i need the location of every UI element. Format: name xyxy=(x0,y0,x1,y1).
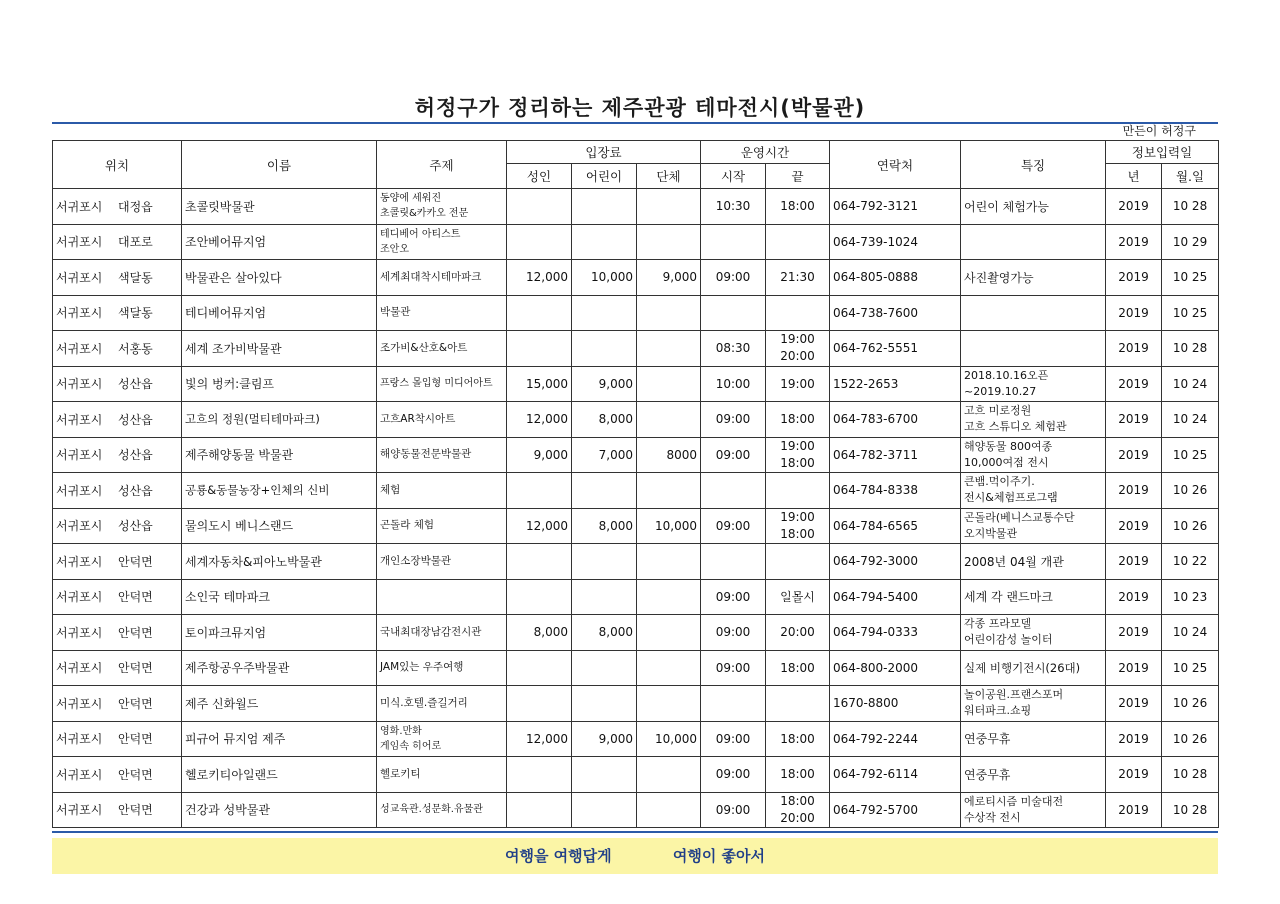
cell-group xyxy=(637,686,701,722)
cell-group xyxy=(637,792,701,828)
header-contact: 연락처 xyxy=(830,141,961,189)
cell-start: 08:30 xyxy=(701,331,766,367)
cell-name: 테디베어뮤지엄 xyxy=(182,295,377,331)
cell-end: 18:00 xyxy=(766,402,830,438)
cell-theme: 미식.호텔.즐길거리 xyxy=(377,686,507,722)
cell-theme xyxy=(377,579,507,615)
cell-theme: 체험 xyxy=(377,473,507,509)
cell-theme: JAM있는 우주여행 xyxy=(377,650,507,686)
cell-md: 10 24 xyxy=(1162,615,1219,651)
table-row xyxy=(53,544,1219,580)
cell-end: 19:00 xyxy=(766,366,830,402)
cell-feature: 세계 각 랜드마크 xyxy=(961,579,1106,615)
table-row xyxy=(53,224,1219,260)
header-year: 년 xyxy=(1106,164,1162,189)
location-city: 서귀포시 xyxy=(56,448,103,463)
cell-contact: 064-794-5400 xyxy=(830,579,961,615)
cell-location xyxy=(53,473,182,509)
cell-adult xyxy=(507,686,572,722)
cell-adult: 8,000 xyxy=(507,615,572,651)
table-row xyxy=(53,792,1219,828)
cell-theme: 박물관 xyxy=(377,295,507,331)
table-row xyxy=(53,366,1219,402)
cell-child xyxy=(572,189,637,225)
cell-feature: 곤돌라(베니스교통수단 오지박물관 xyxy=(961,508,1106,544)
header-name: 이름 xyxy=(182,141,377,189)
cell-end: 18:00 xyxy=(766,189,830,225)
cell-start: 09:00 xyxy=(701,402,766,438)
table-row xyxy=(53,579,1219,615)
cell-md: 10 22 xyxy=(1162,544,1219,580)
cell-start: 09:00 xyxy=(701,579,766,615)
cell-name: 제주해양동물 박물관 xyxy=(182,437,377,473)
cell-theme: 헬로키티 xyxy=(377,757,507,793)
cell-year: 2019 xyxy=(1106,650,1162,686)
cell-name: 박물관은 살아있다 xyxy=(182,260,377,296)
cell-child: 8,000 xyxy=(572,615,637,651)
table-row xyxy=(53,473,1219,509)
cell-feature: 고흐 미로정원 고흐 스튜디오 체험관 xyxy=(961,402,1106,438)
cell-group xyxy=(637,615,701,651)
cell-start: 09:00 xyxy=(701,721,766,757)
cell-feature: 해양동물 800여종 10,000여점 전시 xyxy=(961,437,1106,473)
cell-start: 09:00 xyxy=(701,757,766,793)
cell-end: 19:00 20:00 xyxy=(766,331,830,367)
location-town: 안덕면 xyxy=(118,661,153,676)
cell-year: 2019 xyxy=(1106,189,1162,225)
cell-contact: 064-794-0333 xyxy=(830,615,961,651)
cell-end xyxy=(766,686,830,722)
cell-contact: 064-792-3000 xyxy=(830,544,961,580)
cell-contact: 064-782-3711 xyxy=(830,437,961,473)
cell-end xyxy=(766,544,830,580)
cell-end: 21:30 xyxy=(766,260,830,296)
cell-child: 9,000 xyxy=(572,366,637,402)
cell-theme: 동양에 세워진 초콜릿&카카오 전문 xyxy=(377,189,507,225)
cell-child xyxy=(572,792,637,828)
cell-year: 2019 xyxy=(1106,295,1162,331)
cell-name: 공룡&동물농장+인체의 신비 xyxy=(182,473,377,509)
location-city: 서귀포시 xyxy=(56,767,103,782)
cell-location xyxy=(53,189,182,225)
cell-year: 2019 xyxy=(1106,792,1162,828)
cell-year: 2019 xyxy=(1106,544,1162,580)
header-fee: 입장료 xyxy=(507,141,701,164)
cell-adult: 15,000 xyxy=(507,366,572,402)
cell-adult xyxy=(507,473,572,509)
cell-end: 19:00 18:00 xyxy=(766,437,830,473)
location-city: 서귀포시 xyxy=(56,199,103,214)
cell-theme: 해양동물전문박물관 xyxy=(377,437,507,473)
cell-child xyxy=(572,473,637,509)
cell-md: 10 23 xyxy=(1162,579,1219,615)
header-location: 위치 xyxy=(53,141,182,189)
cell-location xyxy=(53,757,182,793)
page-title: 허정구가 정리하는 제주관광 테마전시(박물관) xyxy=(414,96,866,120)
table-row xyxy=(53,757,1219,793)
location-city: 서귀포시 xyxy=(56,483,103,498)
table-row xyxy=(53,437,1219,473)
cell-theme: 세계최대착시테마파크 xyxy=(377,260,507,296)
cell-year: 2019 xyxy=(1106,721,1162,757)
table-row xyxy=(53,650,1219,686)
header-month-day: 월.일 xyxy=(1162,164,1219,189)
cell-location xyxy=(53,544,182,580)
cell-name: 소인국 테마파크 xyxy=(182,579,377,615)
cell-name: 세계자동차&피아노박물관 xyxy=(182,544,377,580)
cell-year: 2019 xyxy=(1106,757,1162,793)
footer-banner xyxy=(52,838,1218,874)
header-hours-start: 시작 xyxy=(701,164,766,189)
cell-year: 2019 xyxy=(1106,473,1162,509)
cell-name: 물의도시 베니스랜드 xyxy=(182,508,377,544)
cell-child xyxy=(572,579,637,615)
header-fee-adult: 성인 xyxy=(507,164,572,189)
table-row xyxy=(53,721,1219,757)
cell-theme: 국내최대장남감전시관 xyxy=(377,615,507,651)
table-row xyxy=(53,402,1219,438)
cell-contact: 064-792-2244 xyxy=(830,721,961,757)
cell-location xyxy=(53,650,182,686)
location-town: 안덕면 xyxy=(118,696,153,711)
cell-theme: 조가비&산호&아트 xyxy=(377,331,507,367)
cell-start xyxy=(701,473,766,509)
cell-group: 9,000 xyxy=(637,260,701,296)
cell-group xyxy=(637,366,701,402)
cell-child xyxy=(572,224,637,260)
table-row xyxy=(53,615,1219,651)
cell-adult xyxy=(507,331,572,367)
cell-contact: 064-800-2000 xyxy=(830,650,961,686)
cell-theme: 영화.만화 게임속 히어로 xyxy=(377,721,507,757)
cell-location xyxy=(53,224,182,260)
cell-start: 09:00 xyxy=(701,437,766,473)
cell-adult xyxy=(507,792,572,828)
cell-adult xyxy=(507,295,572,331)
location-town: 성산읍 xyxy=(118,448,153,463)
cell-location xyxy=(53,331,182,367)
cell-start xyxy=(701,544,766,580)
cell-location xyxy=(53,295,182,331)
cell-contact: 064-792-3121 xyxy=(830,189,961,225)
cell-location xyxy=(53,686,182,722)
location-city: 서귀포시 xyxy=(56,519,103,534)
cell-group: 8000 xyxy=(637,437,701,473)
location-town: 안덕면 xyxy=(118,554,153,569)
cell-contact: 064-805-0888 xyxy=(830,260,961,296)
header-feature: 특징 xyxy=(961,141,1106,189)
cell-feature: 연중무휴 xyxy=(961,757,1106,793)
cell-theme: 프랑스 몰입형 미디어아트 xyxy=(377,366,507,402)
cell-name: 고흐의 정원(멀티테마파크) xyxy=(182,402,377,438)
cell-group xyxy=(637,295,701,331)
cell-end: 19:00 18:00 xyxy=(766,508,830,544)
cell-md: 10 24 xyxy=(1162,366,1219,402)
cell-md: 10 28 xyxy=(1162,757,1219,793)
location-town: 안덕면 xyxy=(118,803,153,818)
cell-group xyxy=(637,331,701,367)
cell-theme: 테디베어 아티스트 조안오 xyxy=(377,224,507,260)
location-town: 색달동 xyxy=(118,270,153,285)
header-theme: 주제 xyxy=(377,141,507,189)
cell-end xyxy=(766,295,830,331)
cell-adult: 12,000 xyxy=(507,508,572,544)
cell-md: 10 25 xyxy=(1162,295,1219,331)
cell-location xyxy=(53,721,182,757)
location-town: 서홍동 xyxy=(118,341,153,356)
cell-feature xyxy=(961,295,1106,331)
footer-divider xyxy=(52,831,1218,833)
table-row xyxy=(53,686,1219,722)
cell-start: 09:00 xyxy=(701,508,766,544)
cell-md: 10 25 xyxy=(1162,260,1219,296)
cell-end: 일몰시 xyxy=(766,579,830,615)
location-city: 서귀포시 xyxy=(56,803,103,818)
cell-end: 18:00 xyxy=(766,757,830,793)
cell-adult xyxy=(507,544,572,580)
cell-location xyxy=(53,615,182,651)
cell-end: 20:00 xyxy=(766,615,830,651)
cell-location xyxy=(53,792,182,828)
cell-child: 9,000 xyxy=(572,721,637,757)
location-town: 성산읍 xyxy=(118,519,153,534)
cell-child xyxy=(572,650,637,686)
cell-adult xyxy=(507,650,572,686)
cell-child: 8,000 xyxy=(572,402,637,438)
cell-md: 10 28 xyxy=(1162,189,1219,225)
location-town: 안덕면 xyxy=(118,625,153,640)
cell-group xyxy=(637,224,701,260)
cell-theme: 곤돌라 체험 xyxy=(377,508,507,544)
cell-location xyxy=(53,402,182,438)
location-city: 서귀포시 xyxy=(56,341,103,356)
header-hours-end: 끝 xyxy=(766,164,830,189)
cell-child: 7,000 xyxy=(572,437,637,473)
cell-group xyxy=(637,650,701,686)
cell-feature xyxy=(961,224,1106,260)
cell-adult xyxy=(507,189,572,225)
cell-group xyxy=(637,402,701,438)
table-row xyxy=(53,189,1219,225)
cell-contact: 064-762-5551 xyxy=(830,331,961,367)
cell-child xyxy=(572,757,637,793)
cell-adult xyxy=(507,757,572,793)
cell-end: 18:00 xyxy=(766,650,830,686)
location-city: 서귀포시 xyxy=(56,696,103,711)
table-row xyxy=(53,331,1219,367)
table-row xyxy=(53,260,1219,296)
table-row xyxy=(53,508,1219,544)
cell-start: 09:00 xyxy=(701,792,766,828)
title-divider xyxy=(52,122,1218,124)
cell-feature: 사진촬영가능 xyxy=(961,260,1106,296)
location-town: 대정읍 xyxy=(118,199,153,214)
cell-contact: 1670-8800 xyxy=(830,686,961,722)
cell-year: 2019 xyxy=(1106,615,1162,651)
cell-child xyxy=(572,544,637,580)
cell-name: 피규어 뮤지엄 제주 xyxy=(182,721,377,757)
cell-group xyxy=(637,473,701,509)
location-city: 서귀포시 xyxy=(56,554,103,569)
cell-start xyxy=(701,295,766,331)
cell-location xyxy=(53,437,182,473)
cell-end: 18:00 20:00 xyxy=(766,792,830,828)
cell-child xyxy=(572,331,637,367)
cell-feature: 2008년 04월 개관 xyxy=(961,544,1106,580)
location-town: 안덕면 xyxy=(118,767,153,782)
cell-feature: 에로티시즘 미술대전 수상작 전시 xyxy=(961,792,1106,828)
cell-md: 10 26 xyxy=(1162,508,1219,544)
cell-contact: 064-738-7600 xyxy=(830,295,961,331)
cell-md: 10 28 xyxy=(1162,331,1219,367)
cell-name: 초콜릿박물관 xyxy=(182,189,377,225)
cell-feature xyxy=(961,331,1106,367)
author-label: 만든이 허정구 xyxy=(1122,124,1196,138)
cell-name: 건강과 성박물관 xyxy=(182,792,377,828)
location-town: 안덕면 xyxy=(118,590,153,605)
cell-contact: 064-784-6565 xyxy=(830,508,961,544)
location-town: 성산읍 xyxy=(118,483,153,498)
cell-start: 09:00 xyxy=(701,650,766,686)
cell-year: 2019 xyxy=(1106,402,1162,438)
cell-md: 10 26 xyxy=(1162,721,1219,757)
cell-md: 10 29 xyxy=(1162,224,1219,260)
cell-md: 10 26 xyxy=(1162,686,1219,722)
cell-contact: 064-792-6114 xyxy=(830,757,961,793)
table-row xyxy=(53,295,1219,331)
location-town: 안덕면 xyxy=(118,732,153,747)
location-city: 서귀포시 xyxy=(56,732,103,747)
footer-slogan-left: 여행을 여행답게 xyxy=(504,847,612,865)
cell-md: 10 24 xyxy=(1162,402,1219,438)
cell-name: 빛의 벙커:클림프 xyxy=(182,366,377,402)
header-fee-group: 단체 xyxy=(637,164,701,189)
location-city: 서귀포시 xyxy=(56,306,103,321)
cell-adult xyxy=(507,224,572,260)
cell-start: 10:00 xyxy=(701,366,766,402)
location-city: 서귀포시 xyxy=(56,377,103,392)
cell-adult: 12,000 xyxy=(507,402,572,438)
museum-table xyxy=(52,140,1219,828)
cell-name: 헬로키티아일랜드 xyxy=(182,757,377,793)
cell-md: 10 25 xyxy=(1162,437,1219,473)
cell-md: 10 25 xyxy=(1162,650,1219,686)
cell-theme: 개인소장박물관 xyxy=(377,544,507,580)
cell-group xyxy=(637,757,701,793)
cell-group xyxy=(637,544,701,580)
cell-contact: 064-784-8338 xyxy=(830,473,961,509)
cell-contact: 064-783-6700 xyxy=(830,402,961,438)
cell-group: 10,000 xyxy=(637,721,701,757)
location-town: 성산읍 xyxy=(118,377,153,392)
cell-child xyxy=(572,295,637,331)
location-city: 서귀포시 xyxy=(56,661,103,676)
cell-end xyxy=(766,473,830,509)
cell-location xyxy=(53,366,182,402)
cell-adult: 9,000 xyxy=(507,437,572,473)
cell-group: 10,000 xyxy=(637,508,701,544)
cell-name: 세계 조가비박물관 xyxy=(182,331,377,367)
location-city: 서귀포시 xyxy=(56,590,103,605)
cell-name: 제주 신화월드 xyxy=(182,686,377,722)
footer-slogan-right: 여행이 좋아서 xyxy=(672,847,766,865)
location-city: 서귀포시 xyxy=(56,412,103,427)
cell-location xyxy=(53,579,182,615)
cell-group xyxy=(637,189,701,225)
cell-name: 토이파크뮤지엄 xyxy=(182,615,377,651)
cell-location xyxy=(53,260,182,296)
location-town: 성산읍 xyxy=(118,412,153,427)
header-fee-child: 어린이 xyxy=(572,164,637,189)
cell-child xyxy=(572,686,637,722)
cell-year: 2019 xyxy=(1106,437,1162,473)
cell-year: 2019 xyxy=(1106,366,1162,402)
cell-child: 8,000 xyxy=(572,508,637,544)
location-town: 색달동 xyxy=(118,306,153,321)
cell-year: 2019 xyxy=(1106,260,1162,296)
cell-contact: 064-739-1024 xyxy=(830,224,961,260)
cell-start: 09:00 xyxy=(701,615,766,651)
cell-year: 2019 xyxy=(1106,508,1162,544)
cell-md: 10 28 xyxy=(1162,792,1219,828)
cell-theme: 성교육관.성문화.유물관 xyxy=(377,792,507,828)
cell-feature: 각종 프라모델 어린이감성 놀이터 xyxy=(961,615,1106,651)
cell-adult: 12,000 xyxy=(507,260,572,296)
cell-adult xyxy=(507,579,572,615)
cell-name: 제주항공우주박물관 xyxy=(182,650,377,686)
cell-adult: 12,000 xyxy=(507,721,572,757)
location-city: 서귀포시 xyxy=(56,625,103,640)
cell-start xyxy=(701,686,766,722)
cell-group xyxy=(637,579,701,615)
cell-year: 2019 xyxy=(1106,579,1162,615)
cell-location xyxy=(53,508,182,544)
cell-end: 18:00 xyxy=(766,721,830,757)
cell-start: 09:00 xyxy=(701,260,766,296)
cell-feature: 2018.10.16오픈 ~2019.10.27 xyxy=(961,366,1106,402)
cell-year: 2019 xyxy=(1106,686,1162,722)
cell-year: 2019 xyxy=(1106,331,1162,367)
cell-name: 조안베어뮤지엄 xyxy=(182,224,377,260)
cell-feature: 연중무휴 xyxy=(961,721,1106,757)
cell-feature: 놀이공원.프랜스포머 워터파크.쇼핑 xyxy=(961,686,1106,722)
location-city: 서귀포시 xyxy=(56,270,103,285)
cell-start xyxy=(701,224,766,260)
cell-start: 10:30 xyxy=(701,189,766,225)
cell-feature: 실제 비행기전시(26대) xyxy=(961,650,1106,686)
cell-contact: 1522-2653 xyxy=(830,366,961,402)
cell-end xyxy=(766,224,830,260)
header-hours: 운영시간 xyxy=(701,141,830,164)
cell-year: 2019 xyxy=(1106,224,1162,260)
location-city: 서귀포시 xyxy=(56,235,103,250)
cell-feature: 어린이 체험가능 xyxy=(961,189,1106,225)
cell-feature: 큰뱀.먹이주기. 전시&체험프로그램 xyxy=(961,473,1106,509)
header-entry-date: 정보입력일 xyxy=(1106,141,1219,164)
location-town: 대포로 xyxy=(118,235,153,250)
cell-md: 10 26 xyxy=(1162,473,1219,509)
cell-child: 10,000 xyxy=(572,260,637,296)
cell-theme: 고흐AR착시아트 xyxy=(377,402,507,438)
cell-contact: 064-792-5700 xyxy=(830,792,961,828)
